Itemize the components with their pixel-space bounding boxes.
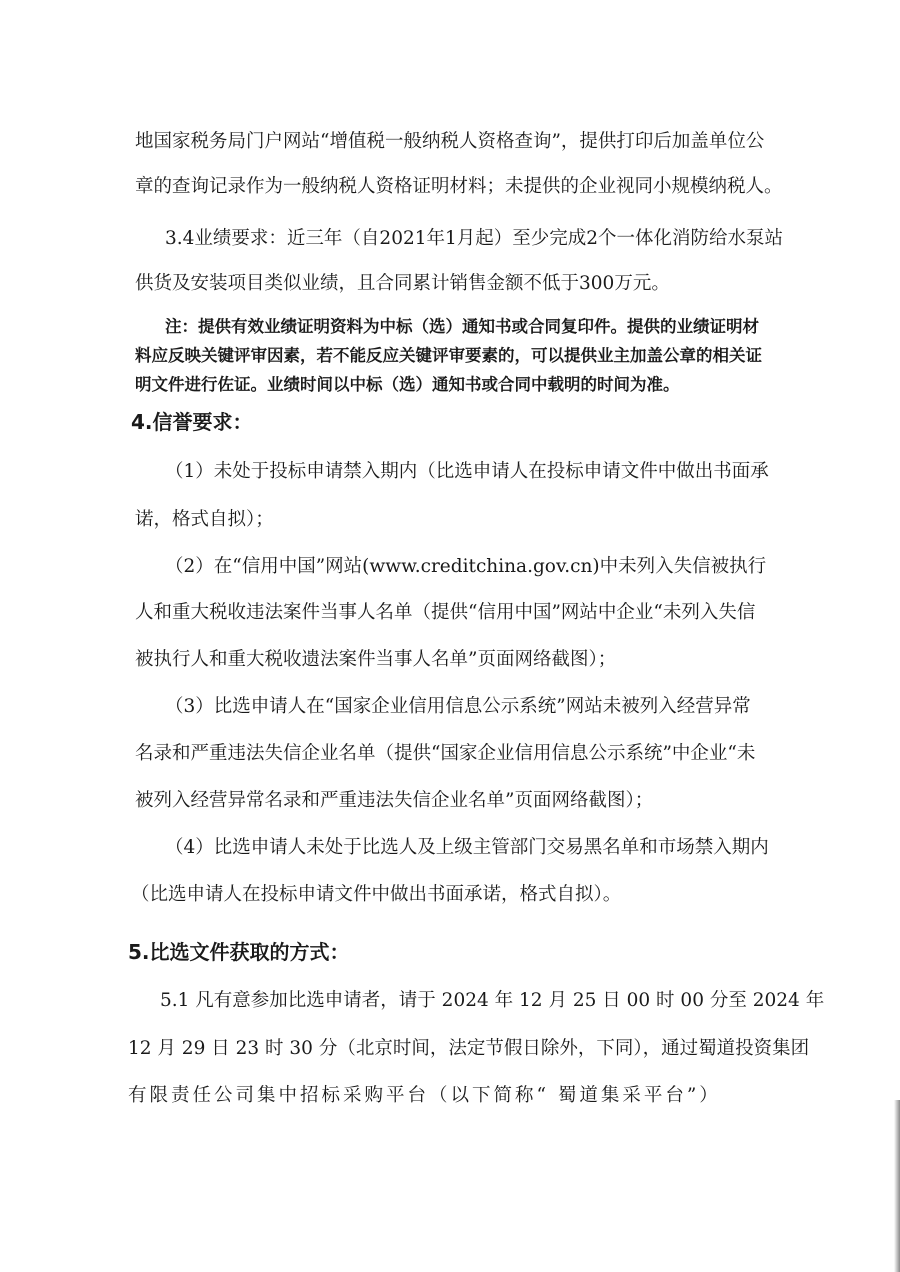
credit-item-4-line: （比选申请人在投标申请文件中做出书面承诺，格式自拟）。	[131, 884, 622, 905]
performance-requirement-line: 3.4业绩要求：近三年（自2021年1月起）至少完成2个一体化消防给水泵站	[165, 228, 784, 249]
credit-item-1-line: （1）未处于投标申请禁入期内（比选申请人在投标申请文件中做出书面承	[165, 461, 769, 482]
body-text-line: 地国家税务局门户网站“增值税一般纳税人资格查询”，提供打印后加盖单位公	[135, 131, 765, 152]
credit-item-3-line: （3）比选申请人在“国家企业信用信息公示系统”网站未被列入经营异常	[165, 696, 751, 717]
credit-item-2-line: 被执行人和重大税收遗法案件当事人名单”页面网络截图）；	[135, 649, 617, 670]
body-text-line: 章的查询记录作为一般纳税人资格证明材料；未提供的企业视同小规模纳税人。	[135, 176, 783, 197]
credit-item-3-line: 名录和严重违法失信企业名单（提供“国家企业信用信息公示系统”中企业“未	[135, 743, 756, 764]
scan-edge-shadow	[894, 1100, 900, 1272]
credit-item-1-line: 诺，格式自拟）；	[135, 509, 274, 530]
access-paragraph-line: 12 月 29 日 23 时 30 分（北京时间，法定节假日除外，下同），通过蜀道投资集团	[128, 1038, 810, 1059]
performance-requirement-line: 供货及安装项目类似业绩，且合同累计销售金额不低于300万元。	[135, 273, 670, 294]
performance-note-line: 料应反映关键评审因素，若不能反应关键评审要素的，可以提供业主加盖公章的相关证	[135, 346, 762, 365]
credit-item-3-line: 被列入经营异常名录和严重违法失信企业名单”页面网络截图）；	[135, 790, 654, 811]
access-paragraph-line: 有限责任公司集中招标采购平台（以下简称“ 蜀道集采平台”）	[128, 1085, 721, 1106]
credit-item-2-line: 人和重大税收违法案件当事人名单（提供“信用中国”网站中企业“未列入失信	[135, 602, 756, 623]
section-heading-document-access: 5.比选文件获取的方式：	[128, 940, 350, 964]
performance-note-line: 注：提供有效业绩证明资料为中标（选）通知书或合同复印件。提供的业绩证明材	[165, 317, 759, 336]
section-heading-credit: 4.信誉要求：	[131, 410, 253, 434]
access-paragraph-line: 5.1 凡有意参加比选申请者，请于 2024 年 12 月 25 日 00 时 00 分至 2024 年	[160, 990, 825, 1011]
performance-note-line: 明文件进行佐证。业绩时间以中标（选）通知书或合同中载明的时间为准。	[135, 375, 680, 394]
credit-item-4-line: （4）比选申请人未处于比选人及上级主管部门交易黑名单和市场禁入期内	[165, 837, 769, 858]
credit-item-2-line: （2）在“信用中国”网站(www.creditchina.gov.cn)中未列入失信被执行	[165, 556, 767, 577]
